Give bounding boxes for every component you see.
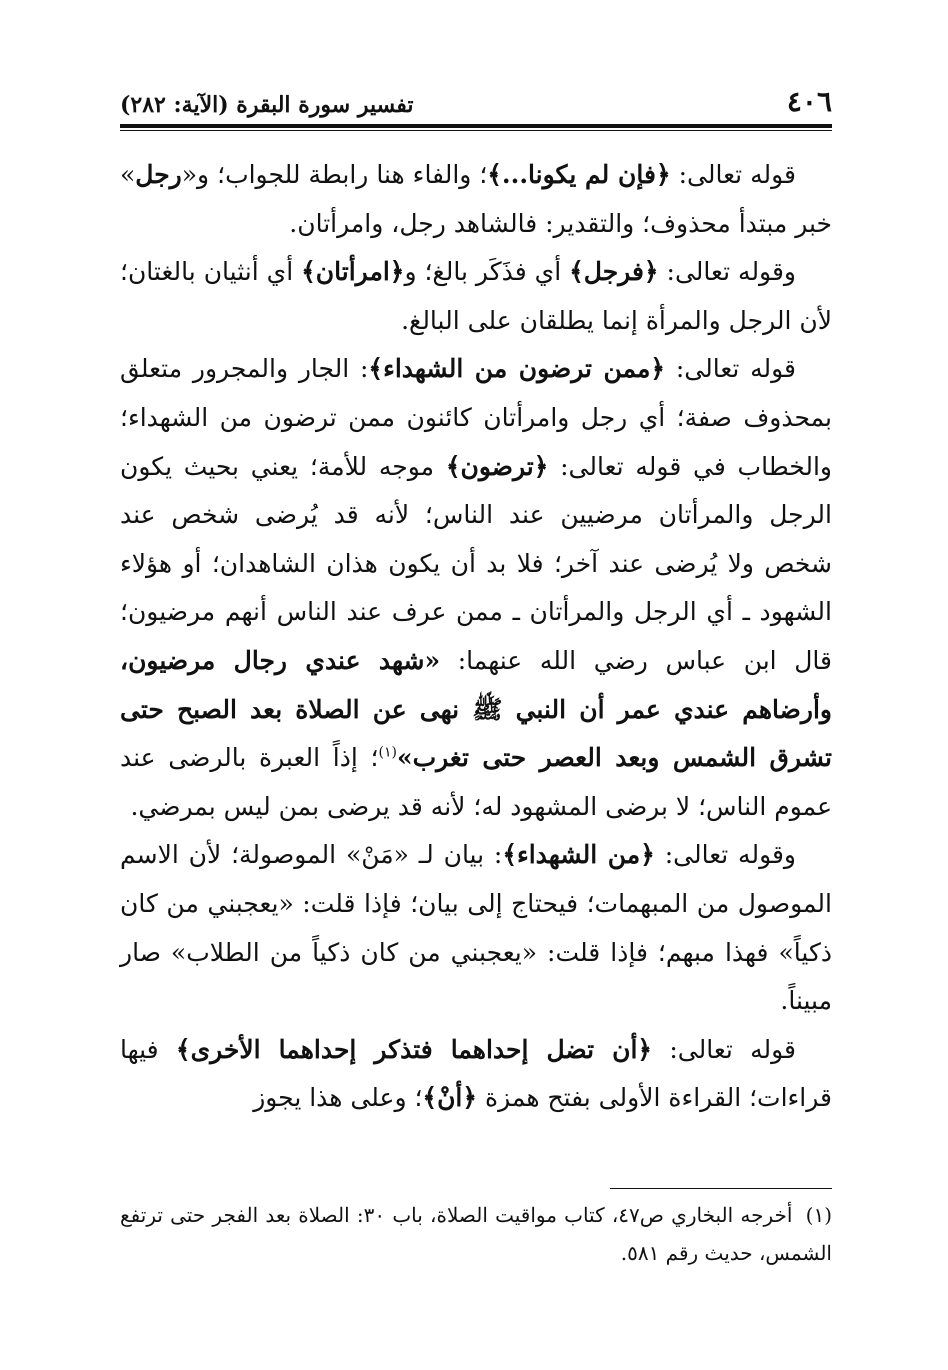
- paragraph: [120, 151, 832, 248]
- quran-verse: ﴿أن تضل إحداهما فتذكر إحداهما الأخرى﴾: [175, 1034, 653, 1064]
- quran-verse: ﴿فإن لم يكونا...﴾: [487, 160, 671, 189]
- quran-verse: ﴿فرجل﴾: [569, 257, 659, 287]
- paragraph-text: وقوله تعالى:: [658, 257, 796, 287]
- quran-verse: ﴿ترضون﴾: [445, 451, 549, 481]
- paragraph-text: ؛ والفاء هنا رابطة للجواب؛ و«: [181, 160, 488, 189]
- page-header: [120, 78, 832, 118]
- footnote: [120, 1196, 832, 1272]
- footnote-marker: (١): [805, 1203, 833, 1227]
- quran-verse: ﴿أنْ﴾: [422, 1083, 478, 1113]
- paragraph-text: فيها قراءات؛ القراءة الأولى بفتح همزة: [120, 1034, 832, 1113]
- header-rule-thick: [120, 124, 832, 128]
- running-title: تفسير سورة البقرة (الآية: ٢٨٢): [120, 92, 414, 118]
- body-text: [120, 151, 832, 1123]
- book-page: [120, 78, 833, 1265]
- paragraph: [120, 1026, 832, 1123]
- paragraph-text: : الجار والمجرور متعلق بمحذوف صفة؛ أي رجل وامرأتان كائنون ممن ترضون من الشهداء؛ والخطاب في قوله تعالى:: [120, 354, 833, 481]
- paragraph-text: : بيان لـ «مَنْ» الموصولة؛ لأن الاسم الموصول من المبهمات؛ فيحتاج إلى بيان؛ فإذا قلت: «يعجبني من كان ذكياً» فهذا مبهم؛ فإذا قلت: «يعجبني من كان ذكياً من الطلاب» صار مبيناً.: [120, 840, 832, 1016]
- paragraph-text: قوله تعالى:: [652, 1034, 796, 1064]
- paragraph: [120, 345, 832, 831]
- footnote-text: أخرجه البخاري ص٤٧، كتاب مواقيت الصلاة، باب ٣٠: الصلاة بعد الفجر حتى ترتفع الشمس، حديث رقم ٥٨١.: [120, 1203, 832, 1265]
- paragraph-text: قوله تعالى:: [665, 354, 796, 384]
- paragraph-text: ؛ إذاً العبرة بالرضى عند عموم الناس؛ لا برضى المشهود له؛ لأنه قد يرضى بمن ليس بمرضي.: [120, 743, 832, 821]
- footnote-separator: [610, 1188, 832, 1189]
- paragraph-text: » خبر مبتدأ محذوف؛ والتقدير: فالشاهد رجل، وامرأتان.: [120, 160, 832, 238]
- quran-verse: ﴿امرأتان﴾: [301, 257, 405, 287]
- quran-verse: رجل: [135, 160, 182, 189]
- paragraph-text: قوله تعالى:: [670, 160, 796, 189]
- page-number: ٤٠٦: [786, 85, 832, 118]
- header-rule-thin: [120, 130, 832, 131]
- paragraph: [120, 248, 832, 345]
- hadith-quote: «شهد عندي رجال مرضيون، وأرضاهم عندي عمر أن النبي ﷺ نهى عن الصلاة بعد الصبح حتى تشرق الشمس وبعد العصر حتى تغرب»: [120, 645, 833, 773]
- quran-verse: ﴿من الشهداء﴾: [502, 840, 655, 870]
- paragraph-text: وقوله تعالى:: [654, 840, 797, 870]
- quran-verse: ﴿ممن ترضون من الشهداء﴾: [368, 354, 666, 384]
- paragraph-text: موجه للأمة؛ يعني بحيث يكون الرجل والمرأتان مرضيين عند الناس؛ لأنه قد يُرضى شخص عند شخص ولا يُرضى عند آخر؛ فلا بد أن يكون هذان الشاهدان؛ أو هؤلاء الشهود ـ أي الرجل والمرأتان ـ ممن عرف عند الناس أنهم مرضيون؛ قال ابن عباس رضي الله عنهما:: [120, 451, 832, 675]
- paragraph: [120, 831, 832, 1025]
- paragraph-text: أي فذَكَر بالغ؛ و: [404, 257, 570, 287]
- paragraph-text: ؛ وعلى هذا يجوز: [253, 1083, 423, 1113]
- footnote-reference: (١): [378, 744, 397, 761]
- paragraph-text: أي أنثيان بالغتان؛ لأن الرجل والمرأة إنما يطلقان على البالغ.: [120, 257, 832, 335]
